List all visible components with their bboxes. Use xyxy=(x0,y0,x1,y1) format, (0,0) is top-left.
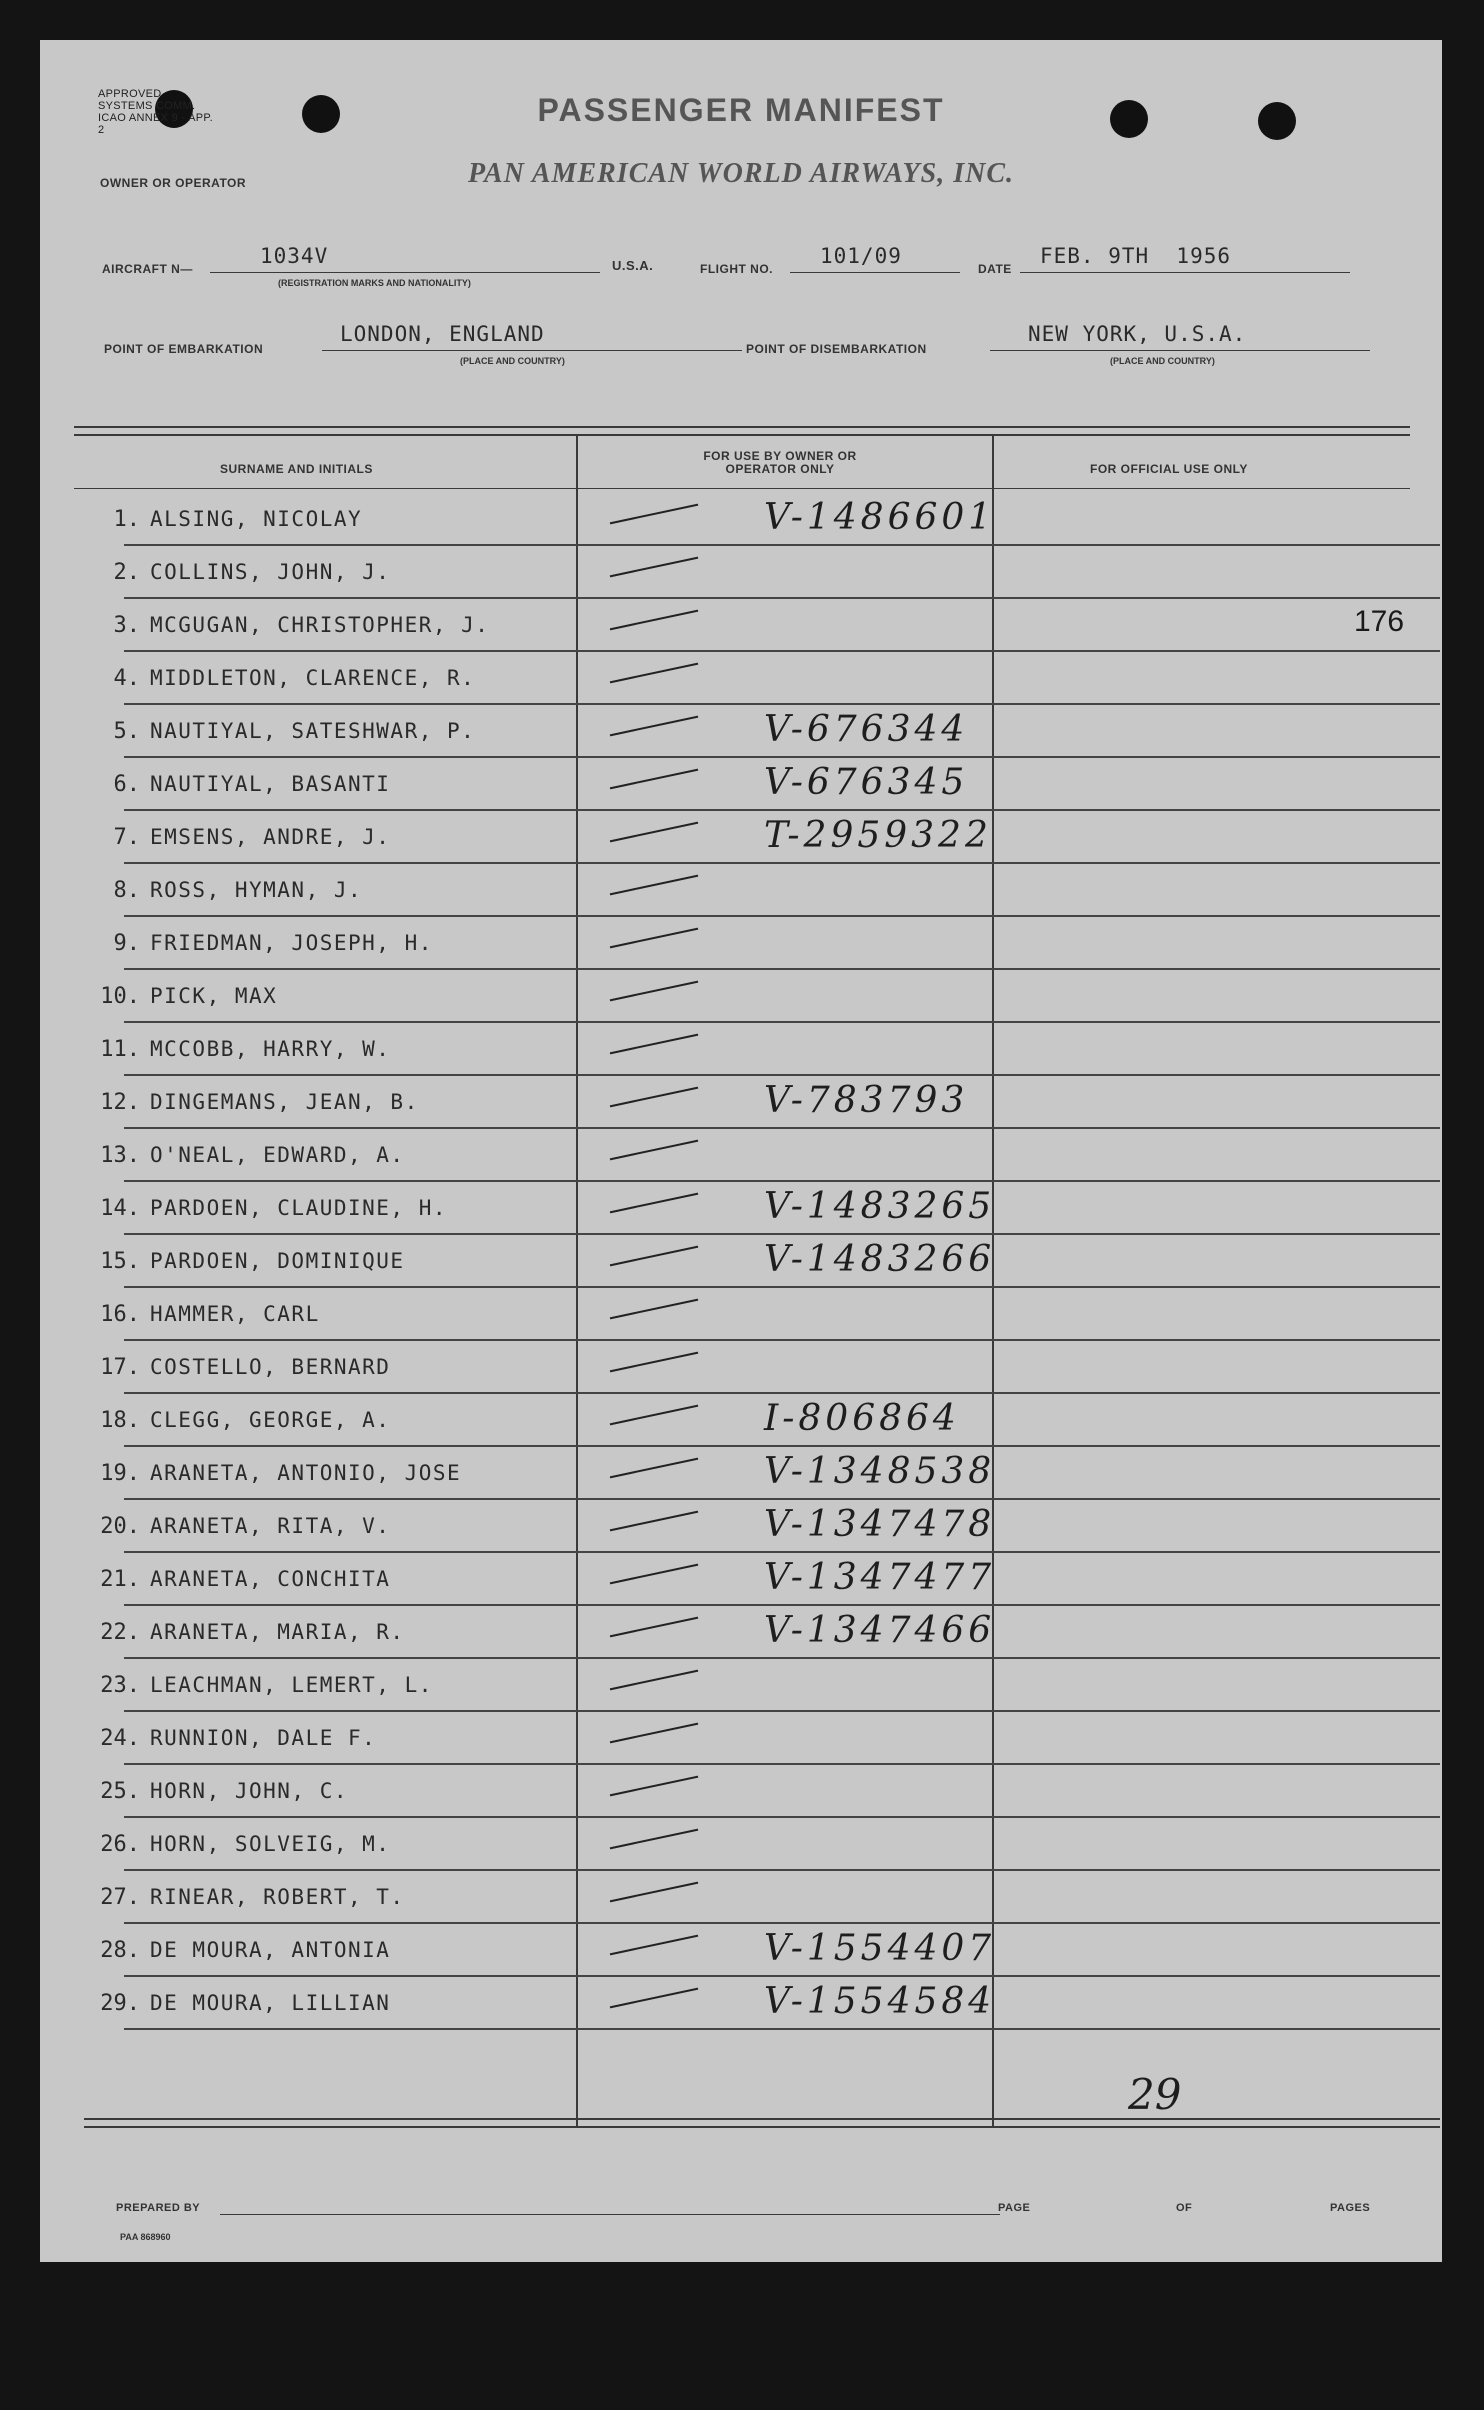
row-number: 27. xyxy=(100,1885,140,1910)
passenger-name: ARANETA, RITA, V. xyxy=(150,1514,391,1538)
table-row xyxy=(84,1765,1440,1818)
passport-number: V-1348538 xyxy=(764,1451,996,1492)
date-underline xyxy=(1020,272,1350,273)
row-number: 29. xyxy=(100,1991,140,2016)
passenger-name: COLLINS, JOHN, J. xyxy=(150,560,391,584)
col-official-header: FOR OFFICIAL USE ONLY xyxy=(1090,462,1248,476)
passport-number: V-1347466 xyxy=(764,1610,996,1651)
date-value: FEB. 9TH 1956 xyxy=(1040,244,1232,268)
row-number: 11. xyxy=(100,1037,140,1062)
table-top-rule xyxy=(74,426,1410,428)
table-row xyxy=(84,970,1440,1023)
passenger-name: MCCOBB, HARRY, W. xyxy=(150,1037,391,1061)
passenger-name: COSTELLO, BERNARD xyxy=(150,1355,391,1379)
embarkation-label: POINT OF EMBARKATION xyxy=(104,342,264,356)
table-row xyxy=(84,1606,1440,1659)
check-mark xyxy=(610,610,698,631)
check-mark xyxy=(610,716,698,737)
table-row xyxy=(84,1076,1440,1129)
col-owner-header: FOR USE BY OWNER OR OPERATOR ONLY xyxy=(703,449,857,476)
table-top-rule xyxy=(74,434,1410,436)
row-number: 3. xyxy=(113,613,140,638)
table-row xyxy=(84,1818,1440,1871)
table-row xyxy=(84,1977,1440,2030)
row-number: 2. xyxy=(113,560,140,585)
passenger-name: RINEAR, ROBERT, T. xyxy=(150,1885,405,1909)
check-mark xyxy=(610,1988,698,2009)
table-row xyxy=(84,1659,1440,1712)
passport-number: V-676345 xyxy=(764,762,969,803)
table-row xyxy=(84,758,1440,811)
passenger-name: ALSING, NICOLAY xyxy=(150,507,363,531)
check-mark xyxy=(610,875,698,896)
aircraft-label: AIRCRAFT N— xyxy=(102,262,193,276)
check-mark xyxy=(610,981,698,1002)
row-number: 6. xyxy=(113,772,140,797)
check-mark xyxy=(610,822,698,843)
row-number: 28. xyxy=(100,1938,140,1963)
row-number: 19. xyxy=(100,1461,140,1486)
row-number: 18. xyxy=(100,1408,140,1433)
prepared-by-line xyxy=(220,2214,1000,2215)
table-row xyxy=(84,1871,1440,1924)
row-number: 14. xyxy=(100,1196,140,1221)
date-label: DATE xyxy=(978,262,1012,276)
table-row xyxy=(84,864,1440,917)
passenger-name: HORN, SOLVEIG, M. xyxy=(150,1832,391,1856)
passport-number: V-676344 xyxy=(764,709,969,750)
passenger-name: DE MOURA, ANTONIA xyxy=(150,1938,391,1962)
of-label: OF xyxy=(1176,2202,1193,2214)
row-rule xyxy=(124,2028,1440,2030)
row-number: 13. xyxy=(100,1143,140,1168)
page-label: PAGE xyxy=(998,2202,1031,2214)
check-mark xyxy=(610,1193,698,1214)
passport-number: V-1347477 xyxy=(764,1557,996,1598)
prepared-by-label: PREPARED BY xyxy=(116,2202,201,2214)
passenger-name: HORN, JOHN, C. xyxy=(150,1779,349,1803)
table-row xyxy=(84,1924,1440,1977)
passenger-name: NAUTIYAL, BASANTI xyxy=(150,772,391,796)
disembarkation-value: NEW YORK, U.S.A. xyxy=(1028,322,1247,346)
row-number: 21. xyxy=(100,1567,140,1592)
row-number: 20. xyxy=(100,1514,140,1539)
flight-label: FLIGHT NO. xyxy=(700,262,773,276)
row-number: 22. xyxy=(100,1620,140,1645)
check-mark xyxy=(610,1564,698,1585)
check-mark xyxy=(610,1776,698,1797)
disembarkation-caption: (PLACE AND COUNTRY) xyxy=(1110,356,1215,366)
total-rule xyxy=(84,2118,1440,2120)
row-number: 16. xyxy=(100,1302,140,1327)
disembarkation-label: POINT OF DISEMBARKATION xyxy=(746,342,927,356)
check-mark xyxy=(610,1140,698,1161)
disembarkation-underline xyxy=(990,350,1370,351)
passport-number: I-806864 xyxy=(764,1398,960,1439)
approval-stamp: APPROVED SYSTEMS COMM. ICAO ANNEX 9 - APP. 2 xyxy=(98,88,213,136)
embarkation-underline xyxy=(322,350,742,351)
check-mark xyxy=(610,557,698,578)
table-row xyxy=(84,1500,1440,1553)
form-title: PASSENGER MANIFEST xyxy=(537,92,945,128)
check-mark xyxy=(610,1511,698,1532)
passport-number: V-1483265 xyxy=(764,1186,996,1227)
table-row xyxy=(84,1023,1440,1076)
row-number: 4. xyxy=(113,666,140,691)
passenger-name: PARDOEN, CLAUDINE, H. xyxy=(150,1196,448,1220)
passenger-name: ARANETA, ANTONIO, JOSE xyxy=(150,1461,462,1485)
airline-name: PAN AMERICAN WORLD AIRWAYS, INC. xyxy=(467,158,1014,189)
table-row xyxy=(84,546,1440,599)
pages-label: PAGES xyxy=(1330,2202,1371,2214)
passenger-name: PARDOEN, DOMINIQUE xyxy=(150,1249,405,1273)
check-mark xyxy=(610,769,698,790)
owner-label: OWNER OR OPERATOR xyxy=(100,176,247,190)
passport-number: V-1347478 xyxy=(764,1504,996,1545)
row-number: 1. xyxy=(113,507,140,532)
check-mark xyxy=(610,504,698,525)
table-row xyxy=(84,599,1440,652)
col-surname-header: SURNAME AND INITIALS xyxy=(220,462,373,476)
check-mark xyxy=(610,663,698,684)
passenger-name: LEACHMAN, LEMERT, L. xyxy=(150,1673,433,1697)
passenger-name: HAMMER, CARL xyxy=(150,1302,320,1326)
passport-number: V-1486601 xyxy=(764,497,996,538)
table-row xyxy=(84,811,1440,864)
passenger-name: ARANETA, MARIA, R. xyxy=(150,1620,405,1644)
row-number: 23. xyxy=(100,1673,140,1698)
passport-number: V-1554407 xyxy=(764,1928,996,1969)
passenger-name: ARANETA, CONCHITA xyxy=(150,1567,391,1591)
check-mark xyxy=(610,1935,698,1956)
row-number: 10. xyxy=(100,984,140,1009)
passenger-name: DINGEMANS, JEAN, B. xyxy=(150,1090,419,1114)
table-row xyxy=(84,917,1440,970)
check-mark xyxy=(610,1723,698,1744)
table-row xyxy=(84,652,1440,705)
table-row xyxy=(84,705,1440,758)
embarkation-value: LONDON, ENGLAND xyxy=(340,322,545,346)
passenger-name: EMSENS, ANDRE, J. xyxy=(150,825,391,849)
passenger-name: CLEGG, GEORGE, A. xyxy=(150,1408,391,1432)
aircraft-value: 1034V xyxy=(260,244,329,268)
passenger-name: ROSS, HYMAN, J. xyxy=(150,878,363,902)
table-row xyxy=(84,1182,1440,1235)
form-code: PAA 868960 xyxy=(120,2232,171,2242)
table-row xyxy=(84,1341,1440,1394)
table-row xyxy=(84,1712,1440,1765)
passenger-name: FRIEDMAN, JOSEPH, H. xyxy=(150,931,433,955)
manifest-sheet xyxy=(40,40,1442,2262)
passport-number: V-1483266 xyxy=(764,1239,996,1280)
flight-value: 101/09 xyxy=(820,244,902,268)
passport-number: V-783793 xyxy=(764,1080,969,1121)
check-mark xyxy=(610,928,698,949)
passport-number: V-1554584 xyxy=(764,1981,996,2022)
total-rule xyxy=(84,2126,1440,2128)
official-note: 176 xyxy=(1354,605,1405,638)
check-mark xyxy=(610,1882,698,1903)
table-row xyxy=(84,1288,1440,1341)
table-row xyxy=(84,1553,1440,1606)
passenger-name: O'NEAL, EDWARD, A. xyxy=(150,1143,405,1167)
check-mark xyxy=(610,1246,698,1267)
handwritten-total: 29 xyxy=(1128,2070,1182,2119)
row-number: 12. xyxy=(100,1090,140,1115)
usa-label: U.S.A. xyxy=(612,258,654,273)
embarkation-caption: (PLACE AND COUNTRY) xyxy=(460,356,565,366)
row-number: 26. xyxy=(100,1832,140,1857)
table-row xyxy=(84,1447,1440,1500)
check-mark xyxy=(610,1299,698,1320)
passenger-name: DE MOURA, LILLIAN xyxy=(150,1991,391,2015)
aircraft-underline xyxy=(210,272,600,273)
table-row xyxy=(84,1129,1440,1182)
check-mark xyxy=(610,1087,698,1108)
table-row xyxy=(84,1394,1440,1447)
passenger-name: NAUTIYAL, SATESHWAR, P. xyxy=(150,719,476,743)
passenger-name: PICK, MAX xyxy=(150,984,278,1008)
row-number: 8. xyxy=(113,878,140,903)
passport-number: T-2959322 xyxy=(764,815,992,856)
check-mark xyxy=(610,1670,698,1691)
check-mark xyxy=(610,1829,698,1850)
row-number: 9. xyxy=(113,931,140,956)
row-number: 5. xyxy=(113,719,140,744)
check-mark xyxy=(610,1617,698,1638)
row-number: 17. xyxy=(100,1355,140,1380)
passenger-name: MCGUGAN, CHRISTOPHER, J. xyxy=(150,613,490,637)
table-row xyxy=(84,1235,1440,1288)
header-rule xyxy=(74,488,1410,489)
check-mark xyxy=(610,1405,698,1426)
row-number: 25. xyxy=(100,1779,140,1804)
table-row xyxy=(84,493,1440,546)
passenger-name: RUNNION, DALE F. xyxy=(150,1726,377,1750)
passenger-name: MIDDLETON, CLARENCE, R. xyxy=(150,666,476,690)
row-number: 15. xyxy=(100,1249,140,1274)
check-mark xyxy=(610,1352,698,1373)
check-mark xyxy=(610,1458,698,1479)
registration-caption: (REGISTRATION MARKS AND NATIONALITY) xyxy=(278,278,471,288)
flight-underline xyxy=(790,272,960,273)
check-mark xyxy=(610,1034,698,1055)
row-number: 7. xyxy=(113,825,140,850)
row-number: 24. xyxy=(100,1726,140,1751)
